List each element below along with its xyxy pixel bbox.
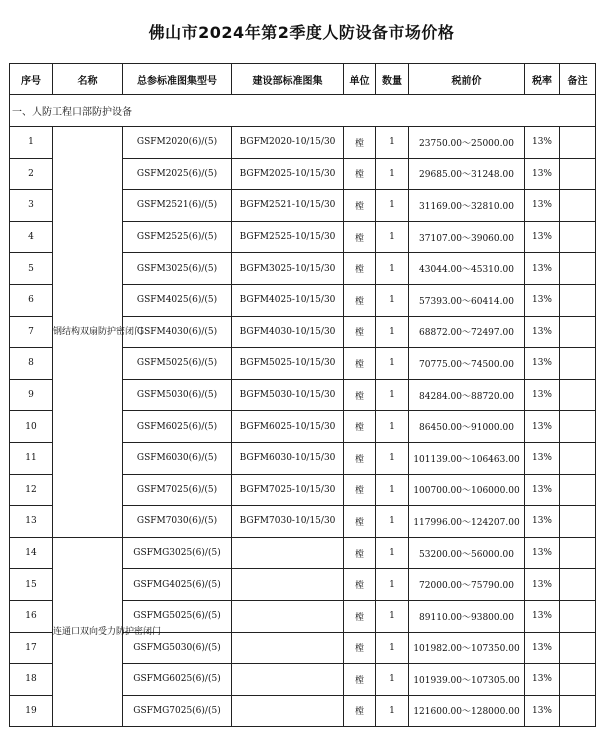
price-cell: 89110.00～93800.00 bbox=[409, 600, 525, 632]
price-cell: 68872.00～72497.00 bbox=[409, 316, 525, 348]
model-cell: GSFM2025(6)/(5) bbox=[123, 158, 232, 190]
note-cell bbox=[560, 316, 596, 348]
tax-cell: 13% bbox=[525, 537, 560, 569]
row-number: 5 bbox=[10, 253, 53, 285]
row-number: 14 bbox=[10, 537, 53, 569]
tax-cell: 13% bbox=[525, 442, 560, 474]
quantity-cell: 1 bbox=[376, 221, 409, 253]
model-cell: GSFM2521(6)/(5) bbox=[123, 190, 232, 222]
model-cell: GSFMG4025(6)/(5) bbox=[123, 569, 232, 601]
price-cell: 101982.00～107350.00 bbox=[409, 632, 525, 664]
model-cell: GSFM2020(6)/(5) bbox=[123, 127, 232, 159]
model-cell: GSFMG5030(6)/(5) bbox=[123, 632, 232, 664]
unit-cell: 樘 bbox=[344, 127, 376, 159]
standard-cell: BGFM6025-10/15/30 bbox=[232, 411, 344, 443]
note-cell bbox=[560, 379, 596, 411]
unit-cell: 樘 bbox=[344, 190, 376, 222]
model-cell: GSFMG7025(6)/(5) bbox=[123, 695, 232, 727]
price-cell: 23750.00～25000.00 bbox=[409, 127, 525, 159]
unit-cell: 樘 bbox=[344, 348, 376, 380]
row-number: 18 bbox=[10, 664, 53, 696]
note-cell bbox=[560, 569, 596, 601]
unit-cell: 樘 bbox=[344, 158, 376, 190]
model-cell: GSFMG5025(6)/(5) bbox=[123, 600, 232, 632]
tax-cell: 13% bbox=[525, 190, 560, 222]
note-cell bbox=[560, 127, 596, 159]
note-cell bbox=[560, 158, 596, 190]
group-name-cell: 钢结构双扇防护密闭门 bbox=[53, 127, 123, 538]
row-number: 6 bbox=[10, 284, 53, 316]
standard-cell bbox=[232, 664, 344, 696]
quantity-cell: 1 bbox=[376, 695, 409, 727]
standard-cell: BGFM2521-10/15/30 bbox=[232, 190, 344, 222]
quantity-cell: 1 bbox=[376, 158, 409, 190]
tax-cell: 13% bbox=[525, 127, 560, 159]
price-cell: 117996.00～124207.00 bbox=[409, 506, 525, 538]
price-cell: 53200.00～56000.00 bbox=[409, 537, 525, 569]
quantity-cell: 1 bbox=[376, 632, 409, 664]
model-cell: GSFMG3025(6)/(5) bbox=[123, 537, 232, 569]
price-cell: 121600.00～128000.00 bbox=[409, 695, 525, 727]
unit-cell: 樘 bbox=[344, 284, 376, 316]
header-row bbox=[10, 64, 596, 95]
quantity-cell: 1 bbox=[376, 474, 409, 506]
standard-cell: BGFM2020-10/15/30 bbox=[232, 127, 344, 159]
group-name-cell: 连通口双向受力防护密闭门 bbox=[53, 537, 123, 727]
unit-cell: 樘 bbox=[344, 506, 376, 538]
note-cell bbox=[560, 664, 596, 696]
unit-cell: 樘 bbox=[344, 442, 376, 474]
tax-cell: 13% bbox=[525, 569, 560, 601]
standard-cell bbox=[232, 632, 344, 664]
model-cell: GSFM3025(6)/(5) bbox=[123, 253, 232, 285]
row-number: 3 bbox=[10, 190, 53, 222]
tax-cell: 13% bbox=[525, 506, 560, 538]
quantity-cell: 1 bbox=[376, 506, 409, 538]
standard-cell bbox=[232, 600, 344, 632]
tax-cell: 13% bbox=[525, 664, 560, 696]
tax-cell: 13% bbox=[525, 348, 560, 380]
model-cell: GSFM4025(6)/(5) bbox=[123, 284, 232, 316]
unit-cell: 樘 bbox=[344, 600, 376, 632]
price-cell: 100700.00～106000.00 bbox=[409, 474, 525, 506]
standard-cell bbox=[232, 695, 344, 727]
note-cell bbox=[560, 600, 596, 632]
tax-cell: 13% bbox=[525, 253, 560, 285]
note-cell bbox=[560, 474, 596, 506]
standard-cell bbox=[232, 537, 344, 569]
model-cell: GSFM5025(6)/(5) bbox=[123, 348, 232, 380]
standard-cell: BGFM2525-10/15/30 bbox=[232, 221, 344, 253]
model-cell: GSFM2525(6)/(5) bbox=[123, 221, 232, 253]
page-title: 佛山市2024年第2季度人防设备市场价格 bbox=[148, 23, 455, 42]
note-cell bbox=[560, 442, 596, 474]
unit-cell: 樘 bbox=[344, 316, 376, 348]
price-cell: 57393.00～60414.00 bbox=[409, 284, 525, 316]
price-cell: 70775.00～74500.00 bbox=[409, 348, 525, 380]
standard-cell: BGFM7025-10/15/30 bbox=[232, 474, 344, 506]
header-note: 备注 bbox=[560, 64, 596, 95]
tax-cell: 13% bbox=[525, 158, 560, 190]
quantity-cell: 1 bbox=[376, 316, 409, 348]
unit-cell: 樘 bbox=[344, 537, 376, 569]
tax-cell: 13% bbox=[525, 411, 560, 443]
quantity-cell: 1 bbox=[376, 600, 409, 632]
row-number: 15 bbox=[10, 569, 53, 601]
row-number: 2 bbox=[10, 158, 53, 190]
tax-cell: 13% bbox=[525, 632, 560, 664]
model-cell: GSFM6030(6)/(5) bbox=[123, 442, 232, 474]
header-model: 总参标准图集型号 bbox=[123, 64, 232, 95]
quantity-cell: 1 bbox=[376, 537, 409, 569]
row-number: 17 bbox=[10, 632, 53, 664]
quantity-cell: 1 bbox=[376, 569, 409, 601]
unit-cell: 樘 bbox=[344, 664, 376, 696]
row-number: 13 bbox=[10, 506, 53, 538]
row-number: 19 bbox=[10, 695, 53, 727]
header-unit: 单位 bbox=[344, 64, 376, 95]
price-cell: 29685.00～31248.00 bbox=[409, 158, 525, 190]
tax-cell: 13% bbox=[525, 695, 560, 727]
quantity-cell: 1 bbox=[376, 284, 409, 316]
row-number: 4 bbox=[10, 221, 53, 253]
tax-cell: 13% bbox=[525, 316, 560, 348]
note-cell bbox=[560, 506, 596, 538]
unit-cell: 樘 bbox=[344, 253, 376, 285]
standard-cell: BGFM4025-10/15/30 bbox=[232, 284, 344, 316]
quantity-cell: 1 bbox=[376, 379, 409, 411]
price-cell: 101139.00～106463.00 bbox=[409, 442, 525, 474]
quantity-cell: 1 bbox=[376, 442, 409, 474]
row-number: 10 bbox=[10, 411, 53, 443]
standard-cell: BGFM5030-10/15/30 bbox=[232, 379, 344, 411]
section-title: 一、人防工程口部防护设备 bbox=[10, 95, 596, 127]
note-cell bbox=[560, 190, 596, 222]
standard-cell: BGFM6030-10/15/30 bbox=[232, 442, 344, 474]
quantity-cell: 1 bbox=[376, 253, 409, 285]
row-number: 11 bbox=[10, 442, 53, 474]
model-cell: GSFM5030(6)/(5) bbox=[123, 379, 232, 411]
price-cell: 72000.00～75790.00 bbox=[409, 569, 525, 601]
price-cell: 84284.00～88720.00 bbox=[409, 379, 525, 411]
price-cell: 43044.00～45310.00 bbox=[409, 253, 525, 285]
header-quantity: 数量 bbox=[376, 64, 409, 95]
note-cell bbox=[560, 537, 596, 569]
tax-cell: 13% bbox=[525, 379, 560, 411]
model-cell: GSFM6025(6)/(5) bbox=[123, 411, 232, 443]
quantity-cell: 1 bbox=[376, 127, 409, 159]
standard-cell bbox=[232, 569, 344, 601]
note-cell bbox=[560, 348, 596, 380]
quantity-cell: 1 bbox=[376, 190, 409, 222]
quantity-cell: 1 bbox=[376, 411, 409, 443]
standard-cell: BGFM5025-10/15/30 bbox=[232, 348, 344, 380]
model-cell: GSFM7030(6)/(5) bbox=[123, 506, 232, 538]
standard-cell: BGFM4030-10/15/30 bbox=[232, 316, 344, 348]
note-cell bbox=[560, 632, 596, 664]
header-tax: 税率 bbox=[525, 64, 560, 95]
price-table bbox=[9, 63, 596, 727]
standard-cell: BGFM2025-10/15/30 bbox=[232, 158, 344, 190]
note-cell bbox=[560, 284, 596, 316]
standard-cell: BGFM7030-10/15/30 bbox=[232, 506, 344, 538]
model-cell: GSFMG6025(6)/(5) bbox=[123, 664, 232, 696]
header-standard: 建设部标准图集 bbox=[232, 64, 344, 95]
quantity-cell: 1 bbox=[376, 348, 409, 380]
tax-cell: 13% bbox=[525, 221, 560, 253]
model-cell: GSFM7025(6)/(5) bbox=[123, 474, 232, 506]
price-cell: 101939.00～107305.00 bbox=[409, 664, 525, 696]
row-number: 12 bbox=[10, 474, 53, 506]
table-row bbox=[10, 537, 596, 569]
note-cell bbox=[560, 221, 596, 253]
unit-cell: 樘 bbox=[344, 474, 376, 506]
row-number: 1 bbox=[10, 127, 53, 159]
note-cell bbox=[560, 411, 596, 443]
unit-cell: 樘 bbox=[344, 411, 376, 443]
price-cell: 37107.00～39060.00 bbox=[409, 221, 525, 253]
header-seq: 序号 bbox=[10, 64, 53, 95]
table-row bbox=[10, 127, 596, 159]
quantity-cell: 1 bbox=[376, 664, 409, 696]
row-number: 9 bbox=[10, 379, 53, 411]
price-cell: 86450.00～91000.00 bbox=[409, 411, 525, 443]
note-cell bbox=[560, 253, 596, 285]
row-number: 8 bbox=[10, 348, 53, 380]
unit-cell: 樘 bbox=[344, 379, 376, 411]
unit-cell: 樘 bbox=[344, 221, 376, 253]
row-number: 7 bbox=[10, 316, 53, 348]
price-cell: 31169.00～32810.00 bbox=[409, 190, 525, 222]
model-cell: GSFM4030(6)/(5) bbox=[123, 316, 232, 348]
tax-cell: 13% bbox=[525, 284, 560, 316]
section-row bbox=[10, 95, 596, 127]
unit-cell: 樘 bbox=[344, 695, 376, 727]
unit-cell: 樘 bbox=[344, 569, 376, 601]
standard-cell: BGFM3025-10/15/30 bbox=[232, 253, 344, 285]
note-cell bbox=[560, 695, 596, 727]
row-number: 16 bbox=[10, 600, 53, 632]
header-price: 税前价 bbox=[409, 64, 525, 95]
tax-cell: 13% bbox=[525, 474, 560, 506]
tax-cell: 13% bbox=[525, 600, 560, 632]
unit-cell: 樘 bbox=[344, 632, 376, 664]
header-name: 名称 bbox=[53, 64, 123, 95]
